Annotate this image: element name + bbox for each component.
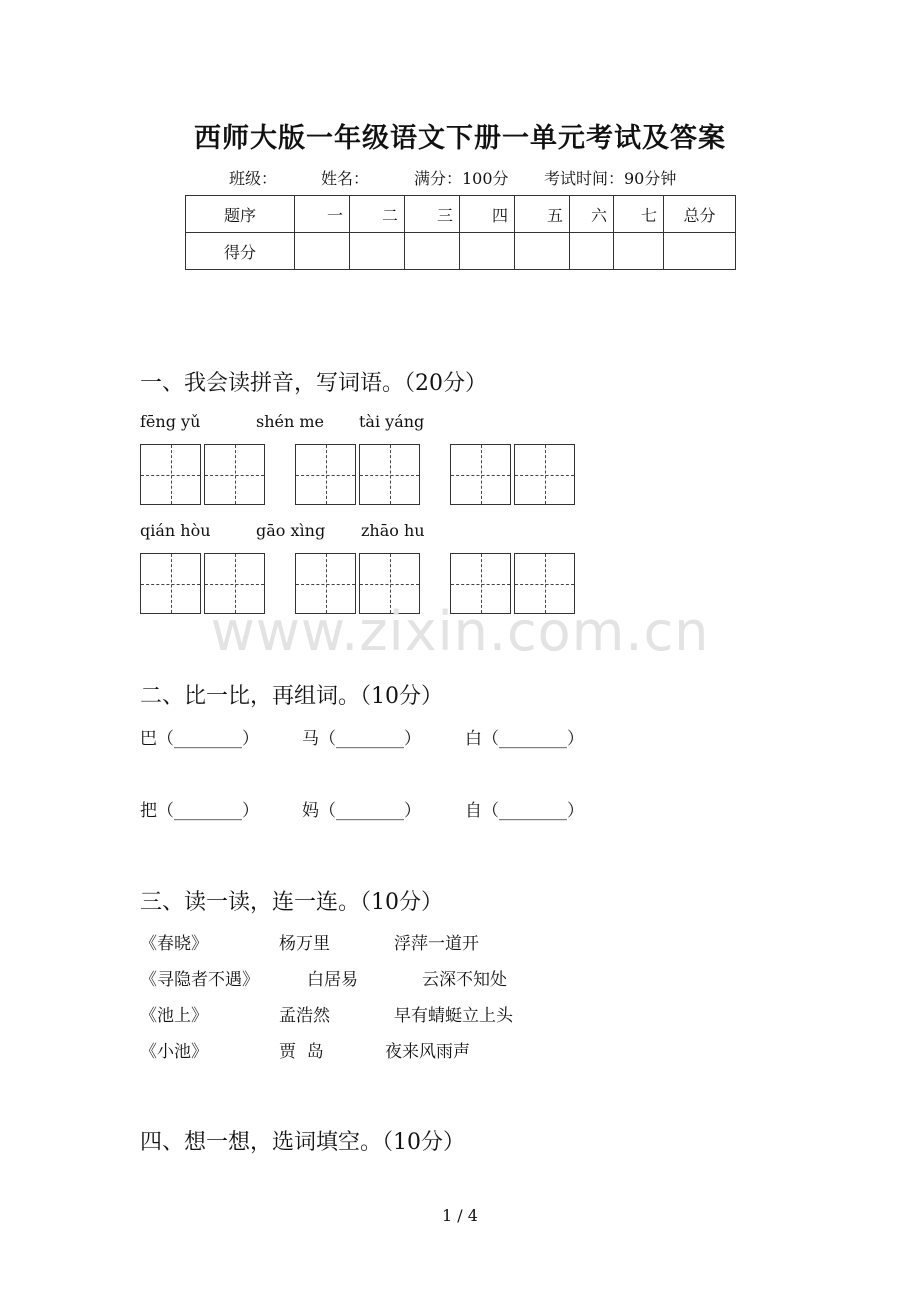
compare-item[interactable]: 自（________） [465, 801, 584, 821]
pinyin-label: fēng yǔ [140, 412, 201, 431]
class-label: 班级： [229, 169, 278, 188]
poem-author[interactable]: 贾 岛 [279, 1042, 324, 1062]
poem-line[interactable]: 早有蜻蜓立上头 [394, 1006, 513, 1026]
score-table-header-row [186, 196, 736, 233]
section-2-heading: 二、比一比，再组词。（10分） [140, 684, 443, 709]
score-header-cell: 五 [515, 196, 570, 233]
score-input-cell[interactable] [295, 233, 350, 270]
score-header-cell: 一 [295, 196, 350, 233]
score-input-cell[interactable] [405, 233, 460, 270]
section-3-heading: 三、读一读，连一连。（10分） [140, 890, 443, 915]
score-input-cell[interactable] [515, 233, 570, 270]
writing-grid-group [450, 444, 575, 505]
writing-cell[interactable] [359, 444, 420, 505]
name-label: 姓名： [321, 169, 370, 188]
poem-author[interactable]: 白居易 [307, 970, 358, 990]
score-table [185, 195, 736, 270]
score-row-label: 得分 [186, 233, 295, 270]
full-score-label: 满分：100分 [414, 169, 509, 188]
pinyin-label: zhāo hu [361, 521, 425, 540]
writing-grid-group [295, 444, 420, 505]
poem-line[interactable]: 云深不知处 [422, 970, 507, 990]
score-header-cell: 四 [460, 196, 515, 233]
writing-cell[interactable] [140, 444, 201, 505]
score-input-cell[interactable] [664, 233, 736, 270]
score-header-cell: 七 [614, 196, 664, 233]
pinyin-label: tài yáng [359, 412, 425, 431]
writing-cell[interactable] [204, 444, 265, 505]
writing-cell[interactable] [514, 444, 575, 505]
pinyin-label: shén me [256, 412, 325, 431]
poem-title[interactable]: 《池上》 [140, 1006, 208, 1026]
poem-author[interactable]: 杨万里 [279, 934, 330, 954]
poem-title[interactable]: 《寻隐者不遇》 [140, 970, 259, 990]
page-number: 1 / 4 [442, 1206, 478, 1225]
score-input-cell[interactable] [614, 233, 664, 270]
score-input-cell[interactable] [570, 233, 614, 270]
poem-line[interactable]: 夜来风雨声 [385, 1042, 470, 1062]
compare-item[interactable]: 把（________） [140, 801, 259, 821]
score-table-score-row [186, 233, 736, 270]
compare-item[interactable]: 巴（________） [140, 729, 259, 749]
poem-line[interactable]: 浮萍一道开 [394, 934, 479, 954]
writing-cell[interactable] [295, 444, 356, 505]
exam-time-label: 考试时间：90分钟 [544, 169, 677, 188]
section-4-heading: 四、想一想，选词填空。（10分） [140, 1130, 465, 1155]
score-header-cell: 六 [570, 196, 614, 233]
writing-grid-group [140, 444, 265, 505]
watermark: www.zixin.com.cn [210, 600, 710, 663]
writing-cell[interactable] [450, 444, 511, 505]
score-header-cell: 题序 [186, 196, 295, 233]
page-title: 西师大版一年级语文下册一单元考试及答案 [194, 123, 726, 154]
poem-author[interactable]: 孟浩然 [279, 1006, 330, 1026]
score-header-cell: 二 [350, 196, 405, 233]
pinyin-label: gāo xìng [256, 521, 326, 540]
score-header-cell: 总分 [664, 196, 736, 233]
pinyin-label: qián hòu [140, 521, 211, 540]
compare-item[interactable]: 白（________） [465, 729, 584, 749]
compare-item[interactable]: 马（________） [302, 729, 421, 749]
score-input-cell[interactable] [350, 233, 405, 270]
poem-title[interactable]: 《小池》 [140, 1042, 208, 1062]
score-input-cell[interactable] [460, 233, 515, 270]
score-header-cell: 三 [405, 196, 460, 233]
section-1-heading: 一、我会读拼音，写词语。（20分） [140, 371, 487, 396]
poem-title[interactable]: 《春晓》 [140, 934, 208, 954]
compare-item[interactable]: 妈（________） [302, 801, 421, 821]
